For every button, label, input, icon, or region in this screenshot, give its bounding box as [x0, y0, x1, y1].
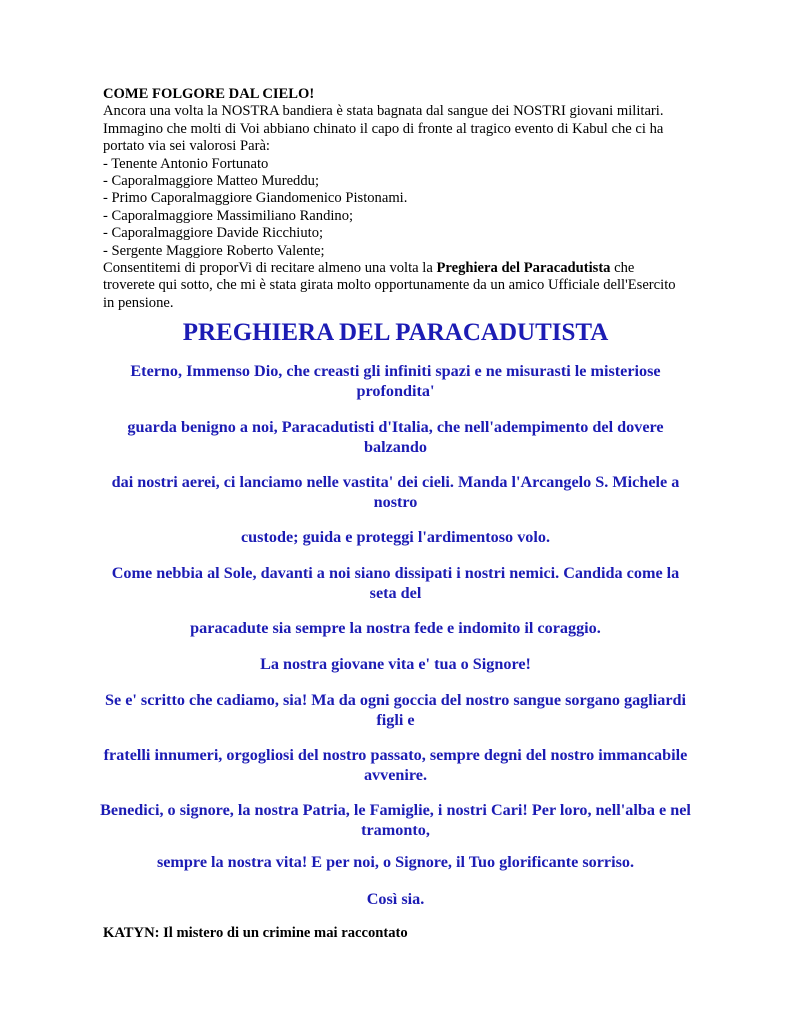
prayer-stanza: Come nebbia al Sole, davanti a noi siano dissipati i nostri nemici. Candida come la seta del [111, 564, 680, 602]
prayer-title: PREGHIERA DEL PARACADUTISTA [182, 319, 609, 346]
prayer-stanza: custode; guida e proteggi l'ardimentoso volo. [240, 528, 551, 546]
soldier-list-item: - Caporalmaggiore Matteo Mureddu; [103, 173, 320, 190]
closing-text: che [610, 260, 635, 277]
prayer-stanza: dai nostri aerei, ci lanciamo nelle vastita' dei cieli. Manda l'Arcangelo S. Michele a nostro [111, 473, 680, 511]
prayer-closing: Così sia. [366, 890, 425, 908]
closing-line: in pensione. [103, 294, 174, 311]
soldier-list-item: - Tenente Antonio Fortunato [103, 155, 269, 172]
soldier-list-item: - Sergente Maggiore Roberto Valente; [103, 242, 325, 259]
soldier-list-item: - Caporalmaggiore Massimiliano Randino; [103, 207, 354, 224]
prayer-stanza: fratelli innumeri, orgogliosi del nostro passato, sempre degni del nostro immancabile avvenire. [103, 746, 688, 784]
intro-line: Ancora una volta la NOSTRA bandiera è stata bagnata dal sangue dei NOSTRI giovani militari. [103, 103, 664, 120]
intro-section [103, 86, 693, 312]
intro-heading: COME FOLGORE DAL CIELO! [103, 86, 315, 102]
prayer-reference: Preghiera del Paracadutista [436, 260, 611, 277]
prayer-stanza: guarda benigno a noi, Paracadutisti d'Italia, che nell'adempimento del dovere balzando [127, 418, 664, 456]
footer-article-title: KATYN: Il mistero di un crimine mai raccontato [103, 925, 408, 941]
soldier-list-item: - Primo Caporalmaggiore Giandomenico Pistonami. [103, 190, 408, 207]
closing-text: Consentitemi di proporVi di recitare almeno una volta la [103, 260, 437, 277]
soldier-list-item: - Caporalmaggiore Davide Ricchiuto; [103, 225, 324, 242]
prayer-stanza: Se e' scritto che cadiamo, sia! Ma da ogni goccia del nostro sangue sorgano gagliardi figli e [104, 691, 687, 729]
prayer-stanza: paracadute sia sempre la nostra fede e indomito il coraggio. [190, 619, 601, 637]
prayer-stanza: sempre la nostra vita! E per noi, o Signore, il Tuo glorificante sorriso. [156, 853, 635, 871]
intro-line: Immagino che molti di Voi abbiano chinato il capo di fronte al tragico evento di Kabul che ci ha [103, 120, 664, 137]
closing-line [103, 260, 693, 277]
prayer-stanza: La nostra giovane vita e' tua o Signore! [260, 655, 531, 673]
closing-line: troverete qui sotto, che mi è stata girata molto opportunamente da un amico Ufficiale dell'Esercito [103, 277, 676, 294]
prayer-stanza: Eterno, Immenso Dio, che creasti gli infiniti spazi e ne misurasti le misteriose profondita' [130, 362, 661, 400]
intro-line: portato via sei valorosi Parà: [103, 138, 270, 155]
prayer-stanza: Benedici, o signore, la nostra Patria, le Famiglie, i nostri Cari! Per loro, nell'alba e nel tramonto, [100, 801, 691, 839]
